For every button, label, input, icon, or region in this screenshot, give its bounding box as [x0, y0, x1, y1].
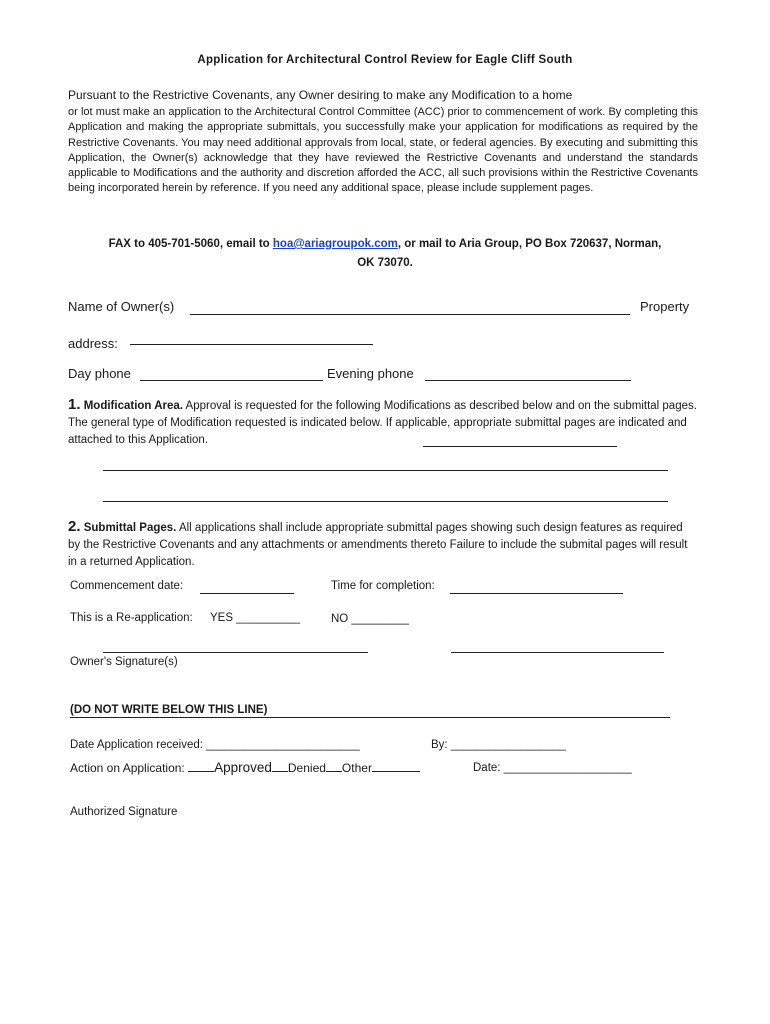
section2-number: 2. [68, 518, 81, 535]
completion-time-label: Time for completion: [331, 580, 435, 592]
action-label: Action on Application: [70, 761, 185, 775]
modification-description-line-2[interactable] [103, 501, 668, 502]
owner-signature-line-1[interactable] [103, 652, 368, 653]
reapplication-label: This is a Re-application: [70, 612, 193, 624]
day-phone-field[interactable] [140, 380, 323, 381]
section1-heading: Modification Area. [83, 400, 183, 412]
contact-suffix: , or mail to Aria Group, PO Box 720637, Norman, [397, 238, 662, 250]
section-modification-area [68, 396, 698, 449]
owner-name-field[interactable] [190, 314, 630, 315]
submittal-pages-field[interactable] [423, 446, 617, 447]
completion-time-field[interactable] [450, 593, 623, 594]
section1-text: Approval is requested for the following Modifications as described below and on the submittal pages. The general type of Modification requested is indicated below. If applicable, appropriate submittal pages are indicated and attached to this Application. [68, 400, 697, 446]
section2-text: All applications shall include appropriate submittal pages showing such design features as required by the Restrictive Covenants and any attachments or amendments thereto Failure to include the submital pages will result in a returned Application. [68, 522, 688, 568]
denied-blank[interactable] [272, 771, 288, 772]
address-field[interactable] [130, 344, 373, 345]
approved-option: Approved [214, 760, 272, 775]
section2-heading: Submittal Pages. [83, 522, 177, 534]
contact-city: OK 73070. [357, 257, 413, 269]
commencement-date-field[interactable] [200, 593, 294, 594]
reapplication-yes[interactable]: YES __________ [210, 612, 301, 624]
owner-name-label: Name of Owner(s) [68, 299, 175, 314]
contact-prefix: FAX to 405-701-5060, email to [108, 238, 273, 250]
modification-description-line-1[interactable] [103, 470, 668, 471]
office-use-divider [70, 717, 670, 718]
day-phone-label: Day phone [68, 366, 131, 381]
section1-number: 1. [68, 396, 81, 413]
intro-paragraph [68, 88, 698, 196]
received-by-field[interactable]: By: __________________ [431, 739, 566, 751]
intro-body: or lot must make an application to the Architectural Control Committee (ACC) prior to commencement of work. By completing this Application and making the appropriate submittals, you successfully make your application for modifications as required by the Restrictive Covenants. You may need additional approvals from local, state, or federal agencies. By executing and submitting this Application, the Owner(s) acknowledge that they have reviewed the Restrictive Covenants and understand the standards applicable to Modifications and the authority and discretion afforded the ACC, all such provisions within the Restrictive Covenants being incorporated herein by reference. If you need any additional space, please include supplement pages. [68, 106, 698, 195]
owner-signature-line-2[interactable] [451, 652, 664, 653]
reapplication-no[interactable]: NO _________ [331, 613, 410, 625]
action-on-application-row [70, 760, 420, 775]
action-date-field[interactable]: Date: ____________________ [473, 762, 632, 774]
evening-phone-label: Evening phone [327, 366, 414, 381]
do-not-write-notice: (DO NOT WRITE BELOW THIS LINE) [70, 704, 268, 716]
section-submittal-pages [68, 518, 698, 571]
denied-option: Denied [287, 761, 326, 775]
authorized-signature-label: Authorized Signature [70, 806, 178, 818]
other-option: Other [341, 761, 372, 775]
evening-phone-field[interactable] [425, 380, 631, 381]
form-title: Application for Architectural Control Review for Eagle Cliff South [197, 54, 573, 66]
email-link[interactable]: hoa@ariagroupok.com [272, 238, 398, 250]
property-label: Property [640, 299, 690, 314]
other-blank[interactable] [326, 771, 342, 772]
address-label: address: [68, 336, 118, 351]
owner-signature-label: Owner's Signature(s) [70, 656, 178, 668]
commencement-date-label: Commencement date: [70, 580, 184, 592]
contact-instructions [60, 235, 710, 273]
approved-blank[interactable] [188, 771, 214, 772]
other-field[interactable] [372, 771, 420, 772]
intro-first-line: Pursuant to the Restrictive Covenants, any Owner desiring to make any Modification to a home [68, 88, 573, 102]
date-received-field[interactable]: Date Application received: ________________________ [70, 739, 360, 751]
